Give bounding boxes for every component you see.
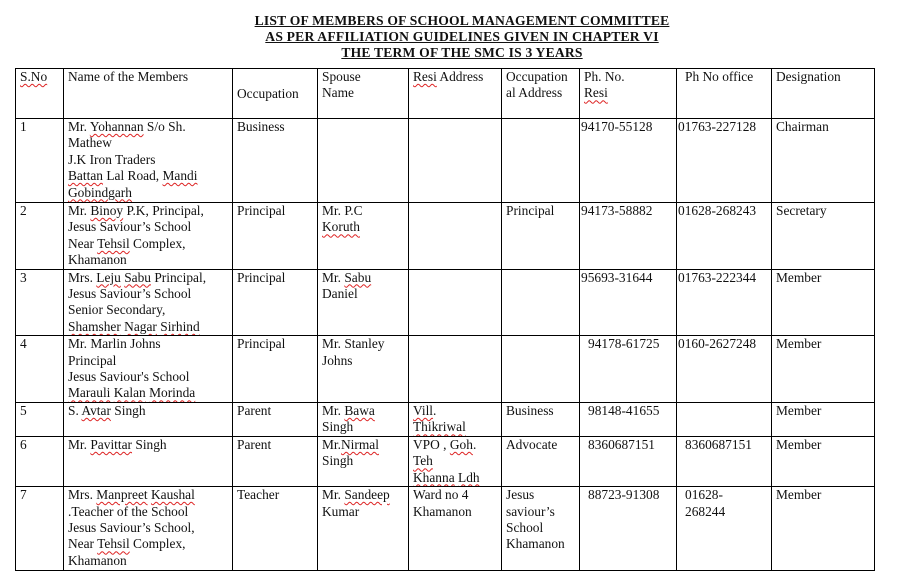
cell-occupation	[233, 119, 318, 203]
cell-text: Mr. Binoy P.K, Principal,	[68, 203, 204, 218]
spellcheck-word: Vill	[413, 402, 434, 418]
spellcheck-word: Resi	[413, 69, 437, 84]
cell-name	[64, 487, 233, 571]
header-ph-resi: Ph. No. Resi	[580, 69, 677, 119]
spellcheck-word: Manpreet	[96, 487, 148, 503]
cell-text: 94178-61725	[588, 336, 660, 352]
cell-name	[64, 402, 233, 436]
cell-ph-office	[677, 119, 772, 203]
cell-resi-address	[409, 436, 502, 486]
cell-text: 1	[20, 119, 27, 134]
cell-sno	[16, 487, 64, 571]
cell-occupational-address	[502, 402, 580, 436]
cell-occupational-address	[502, 119, 580, 203]
spellcheck-word: Tehsil	[97, 235, 130, 251]
cell-occupation	[233, 487, 318, 571]
cell-spouse	[318, 402, 409, 436]
cell-text: Member	[776, 402, 822, 418]
cell-name	[64, 203, 233, 270]
cell-text: 01628-268243	[678, 203, 757, 218]
cell-text: 01763-222344	[678, 269, 757, 285]
cell-text: Jesus Saviour’s School,	[68, 519, 195, 535]
cell-occupation	[233, 402, 318, 436]
cell-designation	[772, 203, 875, 270]
cell-sno	[16, 402, 64, 436]
cell-ph-resi	[580, 269, 677, 336]
spellcheck-word: Shamsher	[68, 318, 121, 334]
cell-name	[64, 269, 233, 336]
cell-text: .Teacher of the School	[68, 503, 189, 519]
cell-text: Mr. Pavittar Singh	[68, 436, 167, 452]
cell-designation	[772, 402, 875, 436]
cell-designation	[772, 269, 875, 336]
spellcheck-word: Koruth	[322, 219, 360, 235]
table-row	[16, 402, 875, 436]
cell-text: Jesus Saviour’s School	[68, 286, 192, 302]
header-sno: S.No	[16, 69, 64, 119]
cell-text: Battan Lal Road, Mandi	[68, 168, 198, 184]
cell-ph-office	[677, 269, 772, 336]
cell-text: 6	[20, 436, 27, 452]
cell-text: Khamanon	[413, 503, 472, 519]
table-row	[16, 487, 875, 571]
spellcheck-word: Mandi	[162, 168, 198, 184]
cell-text: VPO , Goh.	[413, 436, 477, 452]
cell-text: 5	[20, 402, 27, 418]
spellcheck-word: Binoy	[90, 203, 124, 218]
cell-text: Mrs. Manpreet Kaushal	[68, 487, 195, 503]
spellcheck-word: Nagar	[124, 318, 157, 334]
cell-text: Kumar	[322, 503, 360, 519]
cell-text	[413, 470, 498, 486]
cell-sno	[16, 203, 64, 270]
cell-text: 01628-	[685, 487, 723, 503]
spellcheck-word: Battan	[68, 168, 103, 184]
cell-text: Principal	[506, 203, 555, 218]
cell-sno	[16, 269, 64, 336]
cell-occupation	[233, 269, 318, 336]
cell-text: Member	[776, 487, 822, 503]
cell-ph-office	[677, 336, 772, 403]
cell-text: Vill.	[413, 402, 437, 418]
spellcheck-word: Sirhind	[160, 318, 200, 334]
cell-text: 8360687151	[685, 436, 752, 452]
cell-occupation	[233, 336, 318, 403]
cell-resi-address	[409, 487, 502, 571]
cell-spouse	[318, 269, 409, 336]
cell-resi-address	[409, 269, 502, 336]
cell-name	[64, 336, 233, 403]
cell-text: Mr. Marlin Johns	[68, 336, 161, 352]
cell-occupational-address	[502, 436, 580, 486]
cell-spouse	[318, 119, 409, 203]
spellcheck-word: Tehsil	[97, 536, 130, 552]
cell-text: Advocate	[506, 436, 558, 452]
spellcheck-word: Pavittar	[90, 436, 133, 452]
spellcheck-word: Nirmal	[341, 436, 379, 452]
cell-designation	[772, 119, 875, 203]
cell-spouse	[318, 436, 409, 486]
cell-text: 8360687151	[588, 436, 655, 452]
cell-text: Parent	[237, 402, 272, 418]
header-row	[16, 69, 875, 119]
cell-occupational-address	[502, 336, 580, 403]
cell-occupational-address	[502, 269, 580, 336]
table-row	[16, 269, 875, 336]
title-line-1: LIST OF MEMBERS OF SCHOOL MANAGEMENT COMMITTEE	[254, 13, 670, 28]
spellcheck-word: Marauli	[68, 385, 111, 401]
cell-text: Principal	[237, 203, 286, 218]
cell-sno	[16, 119, 64, 203]
cell-text: Jesus Saviour's School	[68, 369, 190, 385]
cell-text: Jesus Saviour’s School	[68, 219, 192, 235]
cell-sno	[16, 436, 64, 486]
cell-text: Teacher	[237, 487, 280, 503]
cell-text: Mr. Sabu	[322, 269, 372, 285]
cell-text	[68, 185, 229, 201]
cell-occupational-address	[502, 203, 580, 270]
cell-text: Mr.Nirmal	[322, 436, 379, 452]
cell-ph-resi	[580, 402, 677, 436]
header-resi-address: Resi Address	[409, 69, 502, 119]
cell-text: Member	[776, 436, 822, 452]
cell-text: Senior Secondary,	[68, 302, 166, 318]
cell-text	[68, 385, 229, 401]
cell-text	[413, 419, 498, 435]
cell-spouse	[318, 336, 409, 403]
spellcheck-word: Avtar	[81, 402, 111, 418]
cell-text: Khamanon	[68, 552, 127, 568]
cell-name	[64, 436, 233, 486]
cell-sno	[16, 336, 64, 403]
spellcheck-word: Kalan	[113, 385, 146, 401]
header-spouse: Spouse Name	[318, 69, 409, 119]
cell-text: 268244	[685, 503, 726, 519]
cell-occupational-address	[502, 487, 580, 571]
cell-text: 94170-55128	[581, 119, 653, 134]
table-row	[16, 203, 875, 270]
cell-text: J.K Iron Traders	[68, 151, 156, 167]
spellcheck-word: Thikriwal	[413, 419, 466, 435]
members-table	[15, 68, 875, 571]
cell-text: Johns	[322, 352, 353, 368]
cell-text: Member	[776, 269, 822, 285]
cell-name	[64, 119, 233, 203]
cell-text: Chairman	[776, 119, 829, 134]
spellcheck-word: Ldh	[458, 469, 480, 485]
spellcheck-word: Sabu	[124, 269, 151, 285]
cell-occupation	[233, 203, 318, 270]
cell-text: Near Tehsil Complex,	[68, 536, 186, 552]
cell-text: Member	[776, 336, 822, 352]
cell-designation	[772, 336, 875, 403]
cell-text: School	[506, 519, 544, 535]
spellcheck-word: Gobindgarh	[68, 184, 132, 200]
cell-ph-office	[677, 402, 772, 436]
cell-spouse	[318, 203, 409, 270]
cell-designation	[772, 436, 875, 486]
spellcheck-word: Leju	[96, 269, 121, 285]
cell-ph-office	[677, 436, 772, 486]
spellcheck-word: Kaushal	[150, 487, 195, 503]
spellcheck-word: Yohannan	[89, 119, 144, 134]
cell-ph-resi	[580, 487, 677, 571]
cell-text: 94173-58882	[581, 203, 653, 218]
header-name: Name of the Members	[64, 69, 233, 119]
spellcheck-word: Sandeep	[344, 487, 390, 503]
cell-text: 95693-31644	[581, 269, 653, 285]
cell-text	[68, 319, 229, 335]
spellcheck-word: Teh	[413, 453, 433, 469]
cell-text: 98148-41655	[588, 402, 660, 418]
cell-text: Business	[237, 119, 285, 134]
title-line-3: THE TERM OF THE SMC IS 3 YEARS	[341, 45, 583, 60]
cell-ph-resi	[580, 203, 677, 270]
cell-text: Khamanon	[68, 252, 127, 268]
cell-ph-office	[677, 203, 772, 270]
cell-resi-address	[409, 402, 502, 436]
cell-text: Near Tehsil Complex,	[68, 235, 186, 251]
cell-text: Parent	[237, 436, 272, 452]
cell-text: 3	[20, 269, 27, 285]
cell-text	[413, 453, 498, 469]
cell-text: Mr. Yohannan S/o Sh.	[68, 119, 186, 134]
cell-resi-address	[409, 336, 502, 403]
cell-text: Mrs. Leju Sabu Principal,	[68, 269, 207, 285]
cell-text: 01763-227128	[678, 119, 757, 134]
spellcheck-word: Goh	[449, 436, 473, 452]
cell-text: saviour’s	[506, 503, 555, 519]
cell-text: Singh	[322, 453, 354, 469]
cell-ph-resi	[580, 119, 677, 203]
cell-text: Ward no 4	[413, 487, 469, 503]
spellcheck-word: Sabu	[344, 269, 372, 285]
cell-text: 4	[20, 336, 27, 352]
cell-text: Principal	[68, 352, 117, 368]
cell-text	[322, 219, 405, 235]
cell-text: Mr. P.C	[322, 203, 363, 218]
cell-text: S. Avtar Singh	[68, 402, 146, 418]
cell-text: Secretary	[776, 203, 827, 218]
cell-ph-office	[677, 487, 772, 571]
header-occupation: Occupation	[233, 69, 318, 119]
cell-text: Business	[506, 402, 554, 418]
spellcheck-word: Khanna	[413, 469, 455, 485]
cell-text: Jesus	[506, 487, 535, 503]
cell-text: Khamanon	[506, 536, 565, 552]
cell-occupation	[233, 436, 318, 486]
spellcheck-word: Bawa	[344, 402, 375, 418]
header-ph-office: Ph No office	[677, 69, 772, 119]
table-row	[16, 436, 875, 486]
cell-text: Daniel	[322, 286, 358, 302]
spellcheck-word: Morinda	[149, 385, 196, 401]
cell-text: Mr. Stanley	[322, 336, 385, 352]
cell-text: 0160-2627248	[678, 336, 757, 352]
header-designation: Designation	[772, 69, 875, 119]
cell-text: Mr. Bawa	[322, 402, 375, 418]
cell-text: Principal	[237, 269, 286, 285]
cell-text: 88723-91308	[588, 487, 660, 503]
cell-spouse	[318, 487, 409, 571]
cell-text: Principal	[237, 336, 286, 352]
cell-resi-address	[409, 119, 502, 203]
cell-text: Mr. Sandeep	[322, 487, 390, 503]
cell-ph-resi	[580, 436, 677, 486]
cell-text: 7	[20, 487, 27, 503]
cell-text: 2	[20, 203, 27, 218]
title-line-2: AS PER AFFILIATION GUIDELINES GIVEN IN CHAPTER VI	[265, 29, 659, 44]
table-row	[16, 119, 875, 203]
cell-resi-address	[409, 203, 502, 270]
cell-text: Singh	[322, 419, 354, 435]
cell-text: Mathew	[68, 135, 112, 151]
header-occupational-address: Occupation al Address	[502, 69, 580, 119]
cell-ph-resi	[580, 336, 677, 403]
table-row	[16, 336, 875, 403]
cell-designation	[772, 487, 875, 571]
